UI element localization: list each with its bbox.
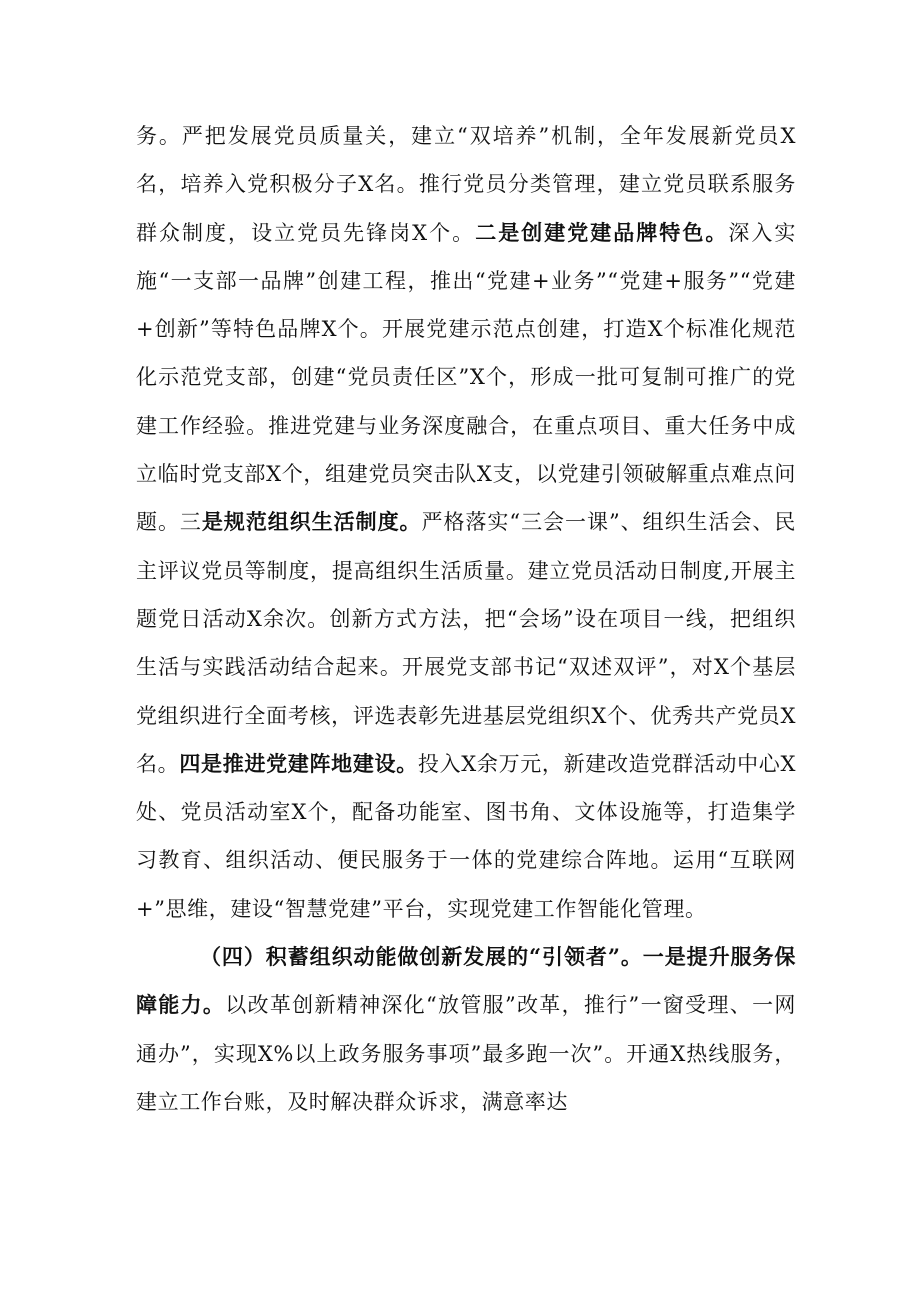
text-run: 严格落实“三会一课”、组织生活会、民主评议党员等制度，提高组织生活质量。建立党员活动日制度,开展主题党日活动X余次。创新方式方法，把“会场”设在项目一线，把组织生活与实践活动结合起来。开展党支部书记“双述双评”，对X个基层党组织进行全面考核，评选表彰先进基层党组织X个、优秀共产党员X名。: [136, 510, 796, 776]
text-run: 务。严把发展党员质量关，建立“双培养”机制，全年发展新党员X名，培养入党积极分子X名。推行党员分类管理，建立党员联系服务群众制度，设立党员先锋岗X个。: [136, 124, 796, 245]
bold-heading-brand: 二是创建党建品牌特色。: [475, 219, 729, 245]
bold-heading-position: 四是推进党建阵地建设。: [179, 750, 418, 776]
document-body: [136, 112, 796, 1126]
section-heading: （四）积蓄组织动能做创新发展的“引领者”。一是提升服务保障能力。: [136, 944, 796, 1018]
text-run: 以改革创新精神深化“放管服”改革，推行”一窗受理、一网通办”，实现X%以上政务服务事项”最多跑一次”。开通X热线服务，建立工作台账，及时解决群众诉求，满意率达: [136, 993, 797, 1114]
paragraph-party-building: [136, 112, 796, 933]
bold-heading-org-life: 是规范组织生活制度。: [201, 509, 422, 535]
text-run: 投入X余万元，新建改造党群活动中心X处、党员活动室X个，配备功能室、图书角、文体设施等，打造集学习教育、组织活动、便民服务于一体的党建综合阵地。运用“互联网+”思维，建设“智慧党建”平台，实现党建工作智能化管理。: [136, 751, 796, 921]
text-run: 深入实施“一支部一品牌”创建工程，推出“党建+业务”“党建+服务”“党建+创新”等特色品牌X个。开展党建示范点创建，打造X个标准化规范化示范党支部，创建“党员责任区”X个，形成一批可复制可推广的党建工作经验。推进党建与业务深度融合，在重点项目、重大任务中成立临时党支部X个，组建党员突击队X支，以党建引领破解重点难点问题。三: [136, 220, 796, 535]
paragraph-section-four: [136, 933, 796, 1126]
